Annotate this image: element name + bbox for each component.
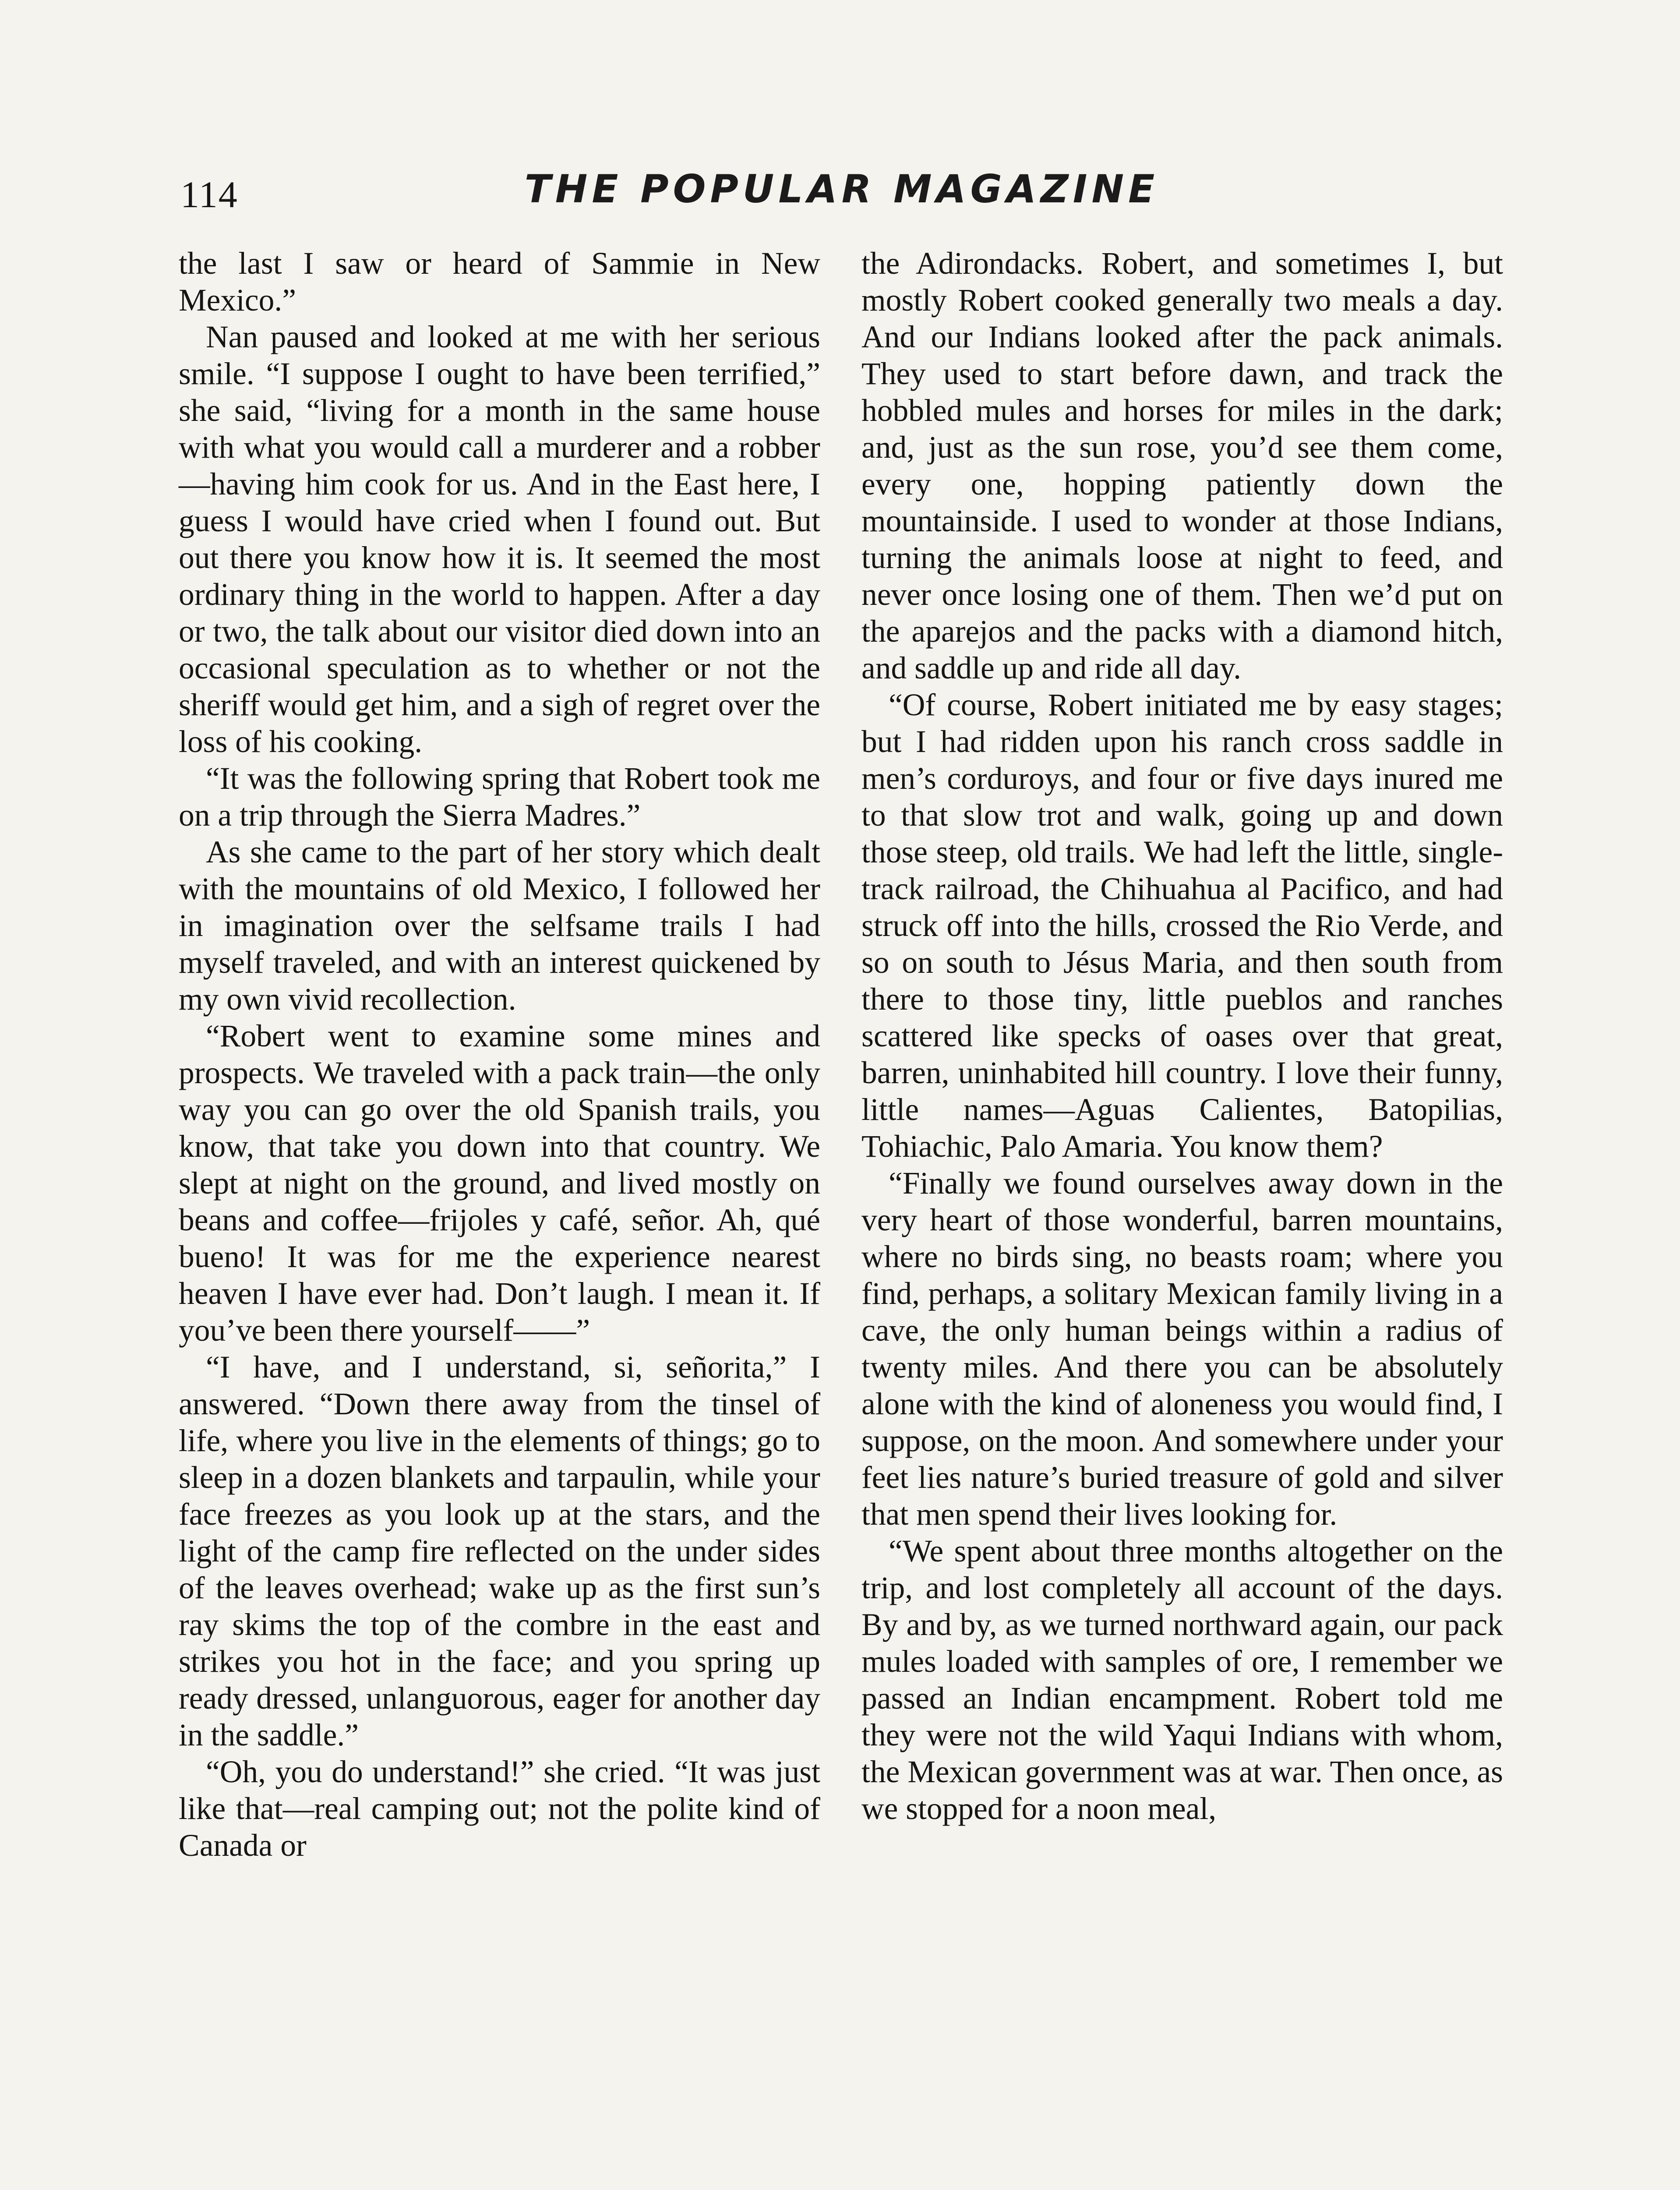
paragraph: As she came to the part of her story which dealt with the mountains of old Mexico, I followed her in imagination over the selfsame trails I had myself traveled, and with an interest quickened by my own vivid recollection. <box>179 835 820 1017</box>
paragraph: Nan paused and looked at me with her serious smile. “I suppose I ought to have been terrified,” she said, “living for a month in the same house with what you would call a murderer and a robber—having him cook for us. And in the East here, I guess I would have cried when I found out. But out there you know how it is. It seemed the most ordinary thing in the world to happen. After a day or two, the talk about our visitor died down into an occasional speculation as to whether or not the sheriff would get him, and a sigh of regret over the loss of his cooking. <box>179 320 820 759</box>
running-title: THE POPULAR MAGAZINE <box>524 166 1159 212</box>
left-text-column <box>179 245 820 1864</box>
paragraph: “Oh, you do understand!” she cried. “It was just like that—real camping out; not the polite kind of Canada or <box>179 1755 820 1863</box>
page-header <box>180 166 1503 228</box>
paragraph: “Finally we found ourselves away down in the very heart of those wonderful, barren mountains, where no birds sing, no beasts roam; where you find, perhaps, a solitary Mexican family living in a cave, the only human beings within a radius of twenty miles. And there you can be absolutely alone with the kind of aloneness you would find, I suppose, on the moon. And somewhere under your feet lies nature’s buried treasure of gold and silver that men spend their lives looking for. <box>861 1166 1503 1532</box>
right-text-column <box>861 245 1503 1827</box>
paragraph: “Robert went to examine some mines and prospects. We traveled with a pack train—the only way you can go over the old Spanish trails, you know, that take you down into that country. We slept at night on the ground, and lived mostly on beans and coffee—frijoles y café, señor. Ah, qué bueno! It was for me the experience nearest heaven I have ever had. Don’t laugh. I mean it. If you’ve been there yourself——” <box>179 1019 820 1348</box>
paragraph: “We spent about three months altogether on the trip, and lost completely all account of the days. By and by, as we turned northward again, our pack mules loaded with samples of ore, I remember we passed an Indian encampment. Robert told me they were not the wild Yaqui Indians with whom, the Mexican government was at war. Then once, as we stopped for a noon meal, <box>861 1534 1503 1826</box>
paragraph: the last I saw or heard of Sammie in New Mexico.” <box>179 246 820 318</box>
paragraph: the Adirondacks. Robert, and sometimes I, but mostly Robert cooked generally two meals a day. And our Indians looked after the pack animals. They used to start before dawn, and track the hobbled mules and horses for miles in the dark; and, just as the sun rose, you’d see them come, every one, hopping patiently down the mountainside. I used to wonder at those Indians, turning the animals loose at night to feed, and never once losing one of them. Then we’d put on the aparejos and the packs with a diamond hitch, and saddle up and ride all day. <box>861 246 1503 685</box>
paragraph: “It was the following spring that Robert took me on a trip through the Sierra Madres.” <box>179 761 820 833</box>
paragraph: “I have, and I understand, si, señorita,” I answered. “Down there away from the tinsel of life, where you live in the elements of things; go to sleep in a dozen blankets and tarpaulin, while your face freezes as you look up at the stars, and the light of the camp fire reflected on the under sides of the leaves overhead; wake up as the first sun’s ray skims the top of the combre in the east and strikes you hot in the face; and you spring up ready dressed, unlanguorous, eager for another day in the saddle.” <box>179 1350 820 1752</box>
paragraph: “Of course, Robert initiated me by easy stages; but I had ridden upon his ranch cross saddle in men’s corduroys, and four or five days inured me to that slow trot and walk, going up and down those steep, old trails. We had left the little, single-track railroad, the Chihuahua al Pacifico, and had struck off into the hills, crossed the Rio Verde, and so on south to Jésus Maria, and then south from there to those tiny, little pueblos and ranches scattered like specks of oases over that great, barren, uninhabited hill country. I love their funny, little names—Aguas Calientes, Batopilias, Tohiachic, Palo Amaria. You know them? <box>861 688 1503 1164</box>
page-number: 114 <box>180 173 238 215</box>
